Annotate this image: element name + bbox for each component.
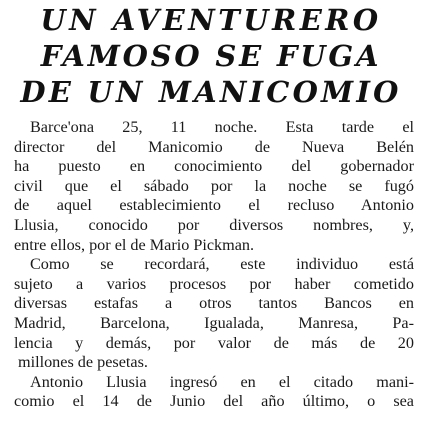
headline-line-3: DE UN MANICOMIO bbox=[20, 75, 402, 109]
article-line: Como se recordará, este individuo está bbox=[30, 255, 414, 274]
article-line: de aquel establecimiento el recluso Antonio bbox=[14, 196, 414, 215]
article-line: entre ellos, por el de Mario Pickman. bbox=[14, 235, 255, 254]
article-line: comio el 14 de Junio del año último, o sea bbox=[14, 392, 414, 411]
article-body bbox=[14, 118, 414, 412]
article-line: diversas estafas a otros tantos Bancos en bbox=[14, 294, 414, 313]
article-line: millones de pesetas. bbox=[18, 353, 148, 372]
article-line: Antonio Llusia ingresó en el citado mani- bbox=[30, 372, 414, 391]
article-line: sujeto a varios procesos por haber cometido bbox=[14, 274, 414, 293]
article-line: Madrid, Barcelona, Igualada, Manresa, Pa- bbox=[14, 313, 414, 332]
article-line: ha puesto en conocimiento del gobernador bbox=[14, 157, 414, 176]
article-line: director del Manicomio de Nueva Belén bbox=[14, 137, 414, 156]
article-line: civil que el sábado por la noche se fugó bbox=[14, 176, 414, 195]
article-line: Llusia, conocido por diversos nombres, y, bbox=[14, 215, 414, 234]
headline-line-1: UN AVENTURERO bbox=[40, 3, 382, 37]
article-line: Barce'ona 25, 11 noche. Esta tarde el bbox=[30, 118, 414, 136]
headline-line-2: FAMOSO SE FUGA bbox=[40, 39, 382, 73]
article-line: lencia y demás, por valor de más de 20 bbox=[14, 333, 414, 352]
